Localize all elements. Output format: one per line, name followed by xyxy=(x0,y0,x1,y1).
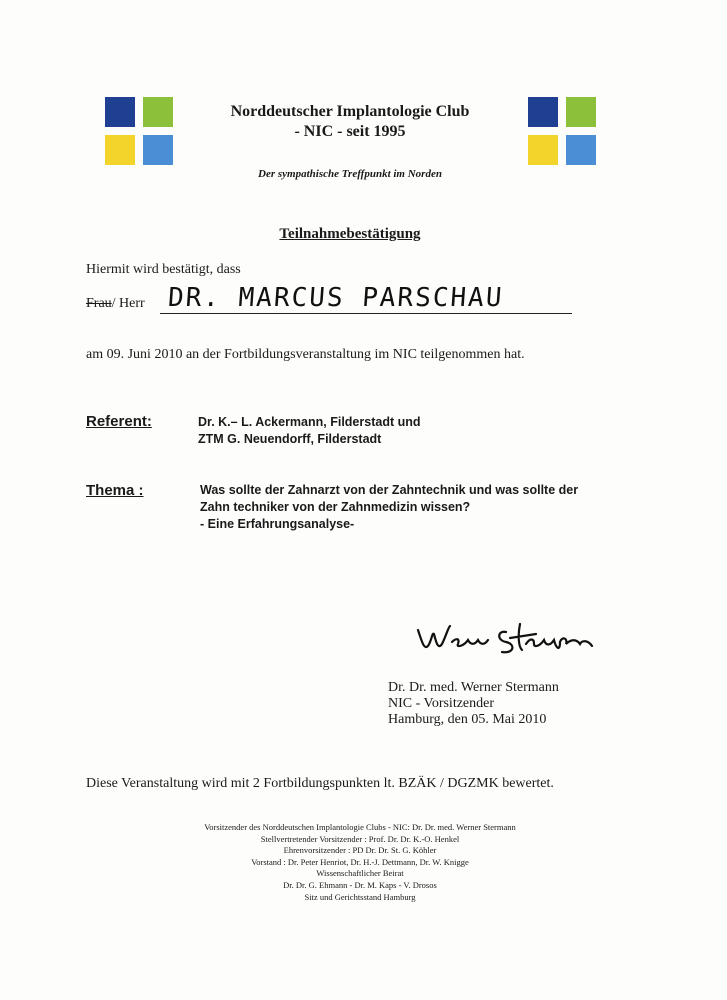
referent-line: Dr. K.– L. Ackermann, Filderstadt und xyxy=(198,415,421,429)
referent-label: Referent: xyxy=(86,413,152,430)
club-subtitle: - NIC - seit 1995 xyxy=(294,123,406,140)
signatory-place-date: Hamburg, den 05. Mai 2010 xyxy=(388,712,547,727)
footer-line: Sitz und Gerichtsstand Hamburg xyxy=(304,891,416,902)
handwritten-signature xyxy=(410,612,600,662)
signatory-role: NIC - Vorsitzender xyxy=(388,696,495,711)
theme-line: Was sollte der Zahnarzt von der Zahntechnik und was sollte der xyxy=(200,483,579,497)
footer xyxy=(130,822,590,903)
footer-line: Dr. Dr. G. Ehmann - Dr. M. Kaps - V. Drosos xyxy=(283,879,437,890)
footer-line: Vorsitzender des Norddeutschen Implantologie Clubs - NIC: Dr. Dr. med. Werner Stermann xyxy=(204,822,516,832)
theme-line: - Eine Erfahrungsanalyse- xyxy=(200,517,355,531)
document-title: Teilnahmebestätigung xyxy=(279,226,421,242)
salutation-rest: / Herr xyxy=(111,296,145,311)
logo-right xyxy=(528,97,600,169)
club-tagline: Der sympathische Treffpunkt im Norden xyxy=(258,168,442,180)
signatory-name: Dr. Dr. med. Werner Stermann xyxy=(388,680,559,695)
name-underline xyxy=(160,313,572,314)
salutation-struck: Frau xyxy=(86,296,112,311)
salutation xyxy=(86,296,145,312)
theme-line: Zahn techniker von der Zahnmedizin wissen? xyxy=(200,500,471,514)
attendance-text: am 09. Juni 2010 an der Fortbildungsveranstaltung im NIC teilgenommen hat. xyxy=(86,347,525,362)
club-name: Norddeutscher Implantologie Club xyxy=(230,103,470,120)
referent-line: ZTM G. Neuendorff, Filderstadt xyxy=(198,432,382,446)
intro-text: Hiermit wird bestätigt, dass xyxy=(86,262,241,277)
footer-line: Wissenschaftlicher Beirat xyxy=(316,868,404,879)
participant-name: DR. MARCUS PARSCHAU xyxy=(166,283,505,313)
footer-line: Ehrenvorsitzender : PD Dr. Dr. St. G. Köhler xyxy=(283,845,437,856)
footer-line: Stellvertretender Vorsitzender : Prof. Dr. Dr. K.-O. Henkel xyxy=(260,833,460,844)
theme-label: Thema : xyxy=(86,482,144,499)
logo-left xyxy=(105,97,177,169)
footer-line: Vorstand : Dr. Peter Henriot, Dr. H.-J. Dettmann, Dr. W. Knigge xyxy=(251,856,469,867)
points-note: Diese Veranstaltung wird mit 2 Fortbildungspunkten lt. BZÄK / DGZMK bewertet. xyxy=(86,776,554,791)
